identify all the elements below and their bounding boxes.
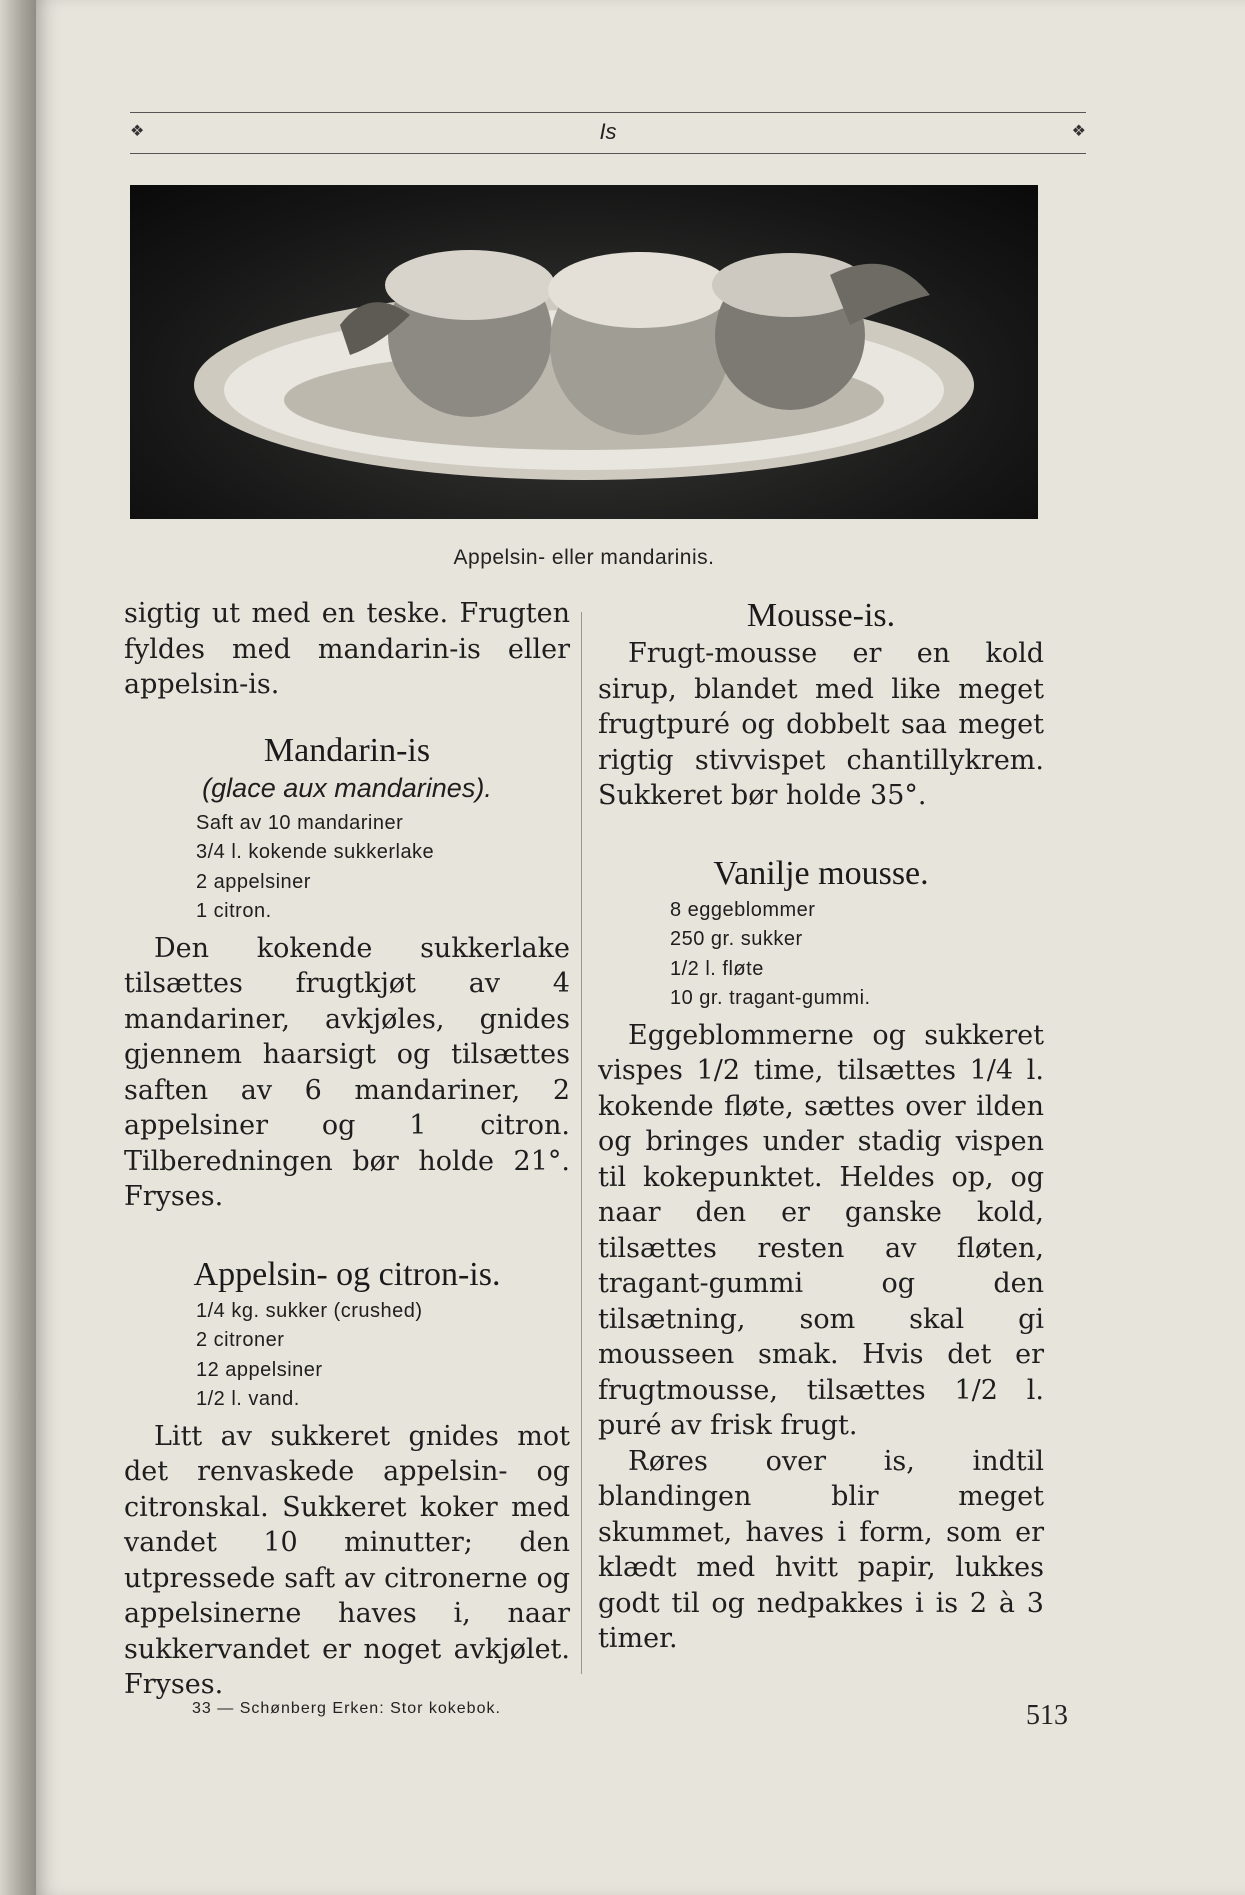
ingredient-item: 3/4 l. kokende sukkerlake <box>196 841 435 863</box>
ingredient-item: Saft av 10 mandariner <box>196 811 404 834</box>
ingredient-item: 12 appelsiner <box>196 1358 323 1381</box>
ingredient-item: 8 eggeblommer <box>670 898 816 921</box>
left-column <box>124 596 570 1703</box>
mousse-text: Frugt-mousse er en kold sirup, blandet med like meget frugtpuré og dobbelt saa meget rigtig stivvispet chantillykrem. Sukkeret bør holde 35°. <box>598 638 1044 811</box>
ornament-left-icon: ❖ <box>130 121 145 140</box>
ornament-right-icon: ❖ <box>1071 121 1086 140</box>
dessert-photo <box>130 185 1038 519</box>
column-divider <box>581 612 582 1674</box>
mandarin-ingredients <box>196 809 570 927</box>
header-title: Is <box>599 119 617 144</box>
ice-center <box>548 252 732 328</box>
vanilje-text-1: Eggeblommerne og sukkeret vispes 1/2 time, tilsættes 1/4 l. kokende fløte, sættes over ilden og bringes under stadig vispen til kokepunktet. Heldes op, og naar den er ganske kold, tilsættes resten av fløten, tragant-gummi og den tilsætning, som skal gi mousseen smak. Hvis det er frugtmousse, tilsættes 1/2 l. puré av frisk frugt. <box>598 1019 1044 1441</box>
ingredient-item: 250 gr. sukker <box>670 928 803 950</box>
mandarin-text: Den kokende sukkerlake tilsættes frugtkjøt av 4 mandariner, avkjøles, gnides gjennem haarsigt og tilsættes saften av 6 mandariner, 2 appelsiner og 1 citron. Tilberedningen bør holde 21°. Fryses. <box>124 932 570 1212</box>
vanilje-title: Vanilje mousse. <box>713 854 929 892</box>
vanilje-text-2: Røres over is, indtil blandingen blir meget skummet, haves i form, som er klædt med hvitt papir, lukkes godt til og nedpakkes i is 2 à 3 timer. <box>598 1445 1044 1654</box>
ingredient-item: 2 citroner <box>196 1329 285 1351</box>
ingredient-item: 1/2 l. fløte <box>670 957 764 980</box>
appelsin-title: Appelsin- og citron-is. <box>193 1255 501 1293</box>
ingredient-item: 1/2 l. vand. <box>196 1388 300 1410</box>
vanilje-ingredients <box>670 896 1044 1014</box>
running-header <box>130 112 1086 154</box>
ingredient-item: 1/4 kg. sukker (crushed) <box>196 1299 423 1322</box>
ingredient-item: 10 gr. tragant-gummi. <box>670 987 871 1009</box>
mousse-title: Mousse-is. <box>746 597 896 634</box>
mandarin-title: Mandarin-is <box>263 731 431 769</box>
mandarin-subtitle: (glace aux mandarines). <box>202 772 492 803</box>
right-column <box>598 596 1044 1657</box>
dessert-photo-drawing <box>130 185 1038 519</box>
appelsin-ingredients <box>196 1297 570 1415</box>
photo-caption: Appelsin- eller mandarinis. <box>453 546 715 569</box>
appelsin-text: Litt av sukkeret gnides mot det renvaskede appelsin- og citronskal. Sukkeret koker med vandet 10 minutter; den utpressede saft av citronerne og appelsinerne haves i, naar sukkervandet er noget avkjølet. Fryses. <box>124 1420 570 1700</box>
footer-signature: 33 — Schønberg Erken: Stor kokebok. <box>192 1700 501 1717</box>
ingredient-item: 2 appelsiner <box>196 870 311 893</box>
book-page <box>36 0 1245 1895</box>
ice-left <box>385 250 555 320</box>
ingredient-item: 1 citron. <box>196 900 272 922</box>
intro-paragraph: sigtig ut med en teske. Frugten fyldes med mandarin-is eller appelsin-is. <box>124 598 570 700</box>
page-number: 513 <box>1026 1700 1068 1731</box>
book-spine <box>0 0 36 1895</box>
